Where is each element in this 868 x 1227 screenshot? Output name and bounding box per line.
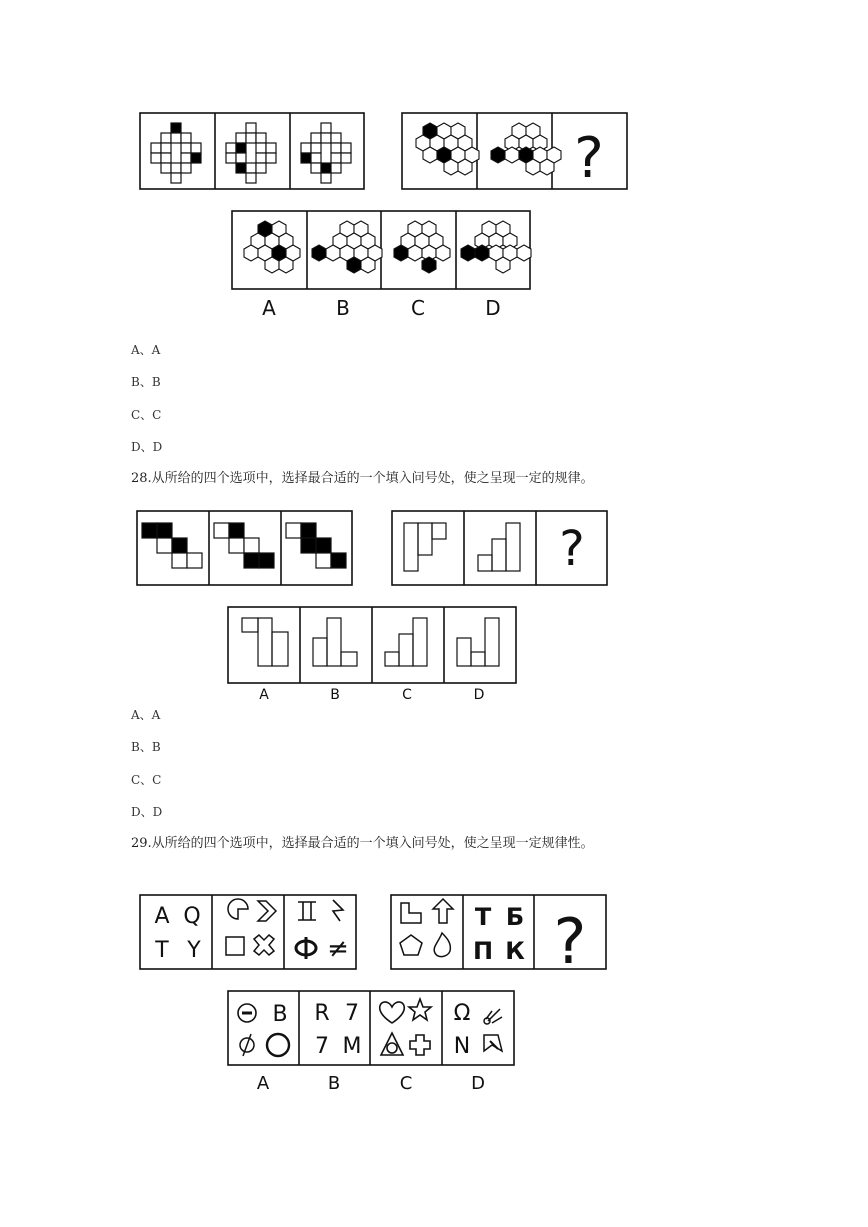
- pentagon-icon: [400, 935, 422, 955]
- q29-cyrillic-panel-5: [473, 903, 525, 965]
- q29-p5-be: Б: [505, 903, 525, 931]
- q29-b-7a: 7: [345, 1001, 359, 1026]
- q28-stairs-panel-1: [142, 523, 202, 568]
- q27-cross-panel-3: [301, 123, 351, 183]
- q27-option-b[interactable]: B、B: [131, 375, 161, 389]
- star-icon: [409, 999, 431, 1020]
- q27-label-b: B: [336, 296, 350, 320]
- q28-question-mark: ?: [559, 521, 585, 577]
- q29-label-a: A: [256, 1073, 270, 1094]
- q29-p5-te: Т: [474, 903, 492, 931]
- ring-icon: [267, 1034, 289, 1056]
- q29-p5-pe: П: [472, 937, 494, 965]
- q29-not-equal: ≠: [327, 934, 349, 964]
- q29-option-d-figure: [454, 1001, 502, 1059]
- q28-option-b[interactable]: B、B: [131, 740, 161, 754]
- q29-p1-y: Y: [187, 938, 201, 963]
- q28-bars-option-c: [385, 618, 427, 666]
- q27-label-c: C: [411, 296, 425, 320]
- q29-b-7b: 7: [315, 1034, 329, 1059]
- q28-option-d[interactable]: D、D: [131, 805, 163, 819]
- q27-figure: [130, 105, 640, 320]
- q29-label-c: C: [399, 1073, 413, 1094]
- l-shape-icon: [401, 903, 421, 923]
- triangle-icon: [381, 1033, 403, 1055]
- q27-label-a: A: [262, 296, 276, 320]
- drop-shape-icon: [434, 933, 450, 957]
- q27-option-c[interactable]: C、C: [131, 408, 162, 422]
- q27-option-a[interactable]: A、A: [131, 343, 161, 357]
- heart-icon: [380, 1002, 405, 1023]
- q28-label-a: A: [259, 687, 269, 703]
- q28-figure: [130, 505, 620, 705]
- x-shape-icon: [254, 935, 274, 955]
- q29-label-b: B: [327, 1073, 341, 1094]
- q29-shapes-panel-4: [400, 899, 453, 957]
- q28-stairs-panel-3: [286, 523, 346, 568]
- q27-hex-panel-2: [491, 123, 561, 175]
- q29-figure: [130, 885, 620, 1100]
- q27-hex-option-a: [244, 221, 300, 273]
- q29-question-mark: ?: [553, 905, 587, 978]
- q28-bars-option-a: [242, 618, 288, 666]
- q27-cross-panel-1: [151, 123, 201, 183]
- q29-b-m: M: [342, 1034, 362, 1059]
- q28-bars-option-d: [457, 618, 499, 666]
- q27-label-d: D: [485, 296, 501, 320]
- q29-p5-ka: К: [505, 937, 525, 965]
- q29-p1-a: A: [154, 904, 170, 929]
- q29-option-c-figure: [380, 999, 431, 1055]
- comet-icon: [486, 1009, 502, 1023]
- q27-hex-panel-1: [416, 123, 479, 175]
- plus-shape-icon: [410, 1035, 430, 1055]
- q28-bars-panel-1: [404, 523, 446, 571]
- q29-p1-t: T: [155, 938, 169, 963]
- q28-label-c: C: [402, 687, 412, 703]
- pie-shape-icon: [228, 899, 248, 919]
- q27-hex-option-b: [312, 221, 382, 273]
- q29-a-b: B: [272, 1002, 288, 1027]
- q28-stairs-panel-2: [214, 523, 274, 568]
- arrow-up-icon: [433, 899, 453, 923]
- square-shape-icon: [226, 937, 244, 955]
- q27-question-mark: ?: [574, 126, 604, 191]
- q29-d-n: N: [453, 1034, 471, 1059]
- q29-label-d: D: [471, 1073, 485, 1094]
- q29-option-a-figure: [238, 1002, 289, 1056]
- q27-cross-panel-2: [226, 123, 276, 183]
- zigzag-shape-icon: [333, 900, 343, 921]
- q29-option-b-figure: [314, 1001, 361, 1059]
- q27-option-d[interactable]: D、D: [131, 440, 163, 454]
- q28-bars-panel-2: [478, 523, 520, 571]
- q29-shapes-panel-2: [226, 899, 276, 955]
- q29-p1-q: Q: [183, 904, 201, 929]
- q28-question-text: 28.从所给的四个选项中，选择最合适的一个填入问号处，使之呈现一定的规律。: [131, 471, 594, 486]
- chevron-shape-icon: [258, 901, 276, 921]
- q28-label-b: B: [330, 687, 340, 703]
- q28-option-a[interactable]: A、A: [131, 708, 161, 722]
- q29-b-r: R: [314, 1001, 330, 1026]
- q27-hex-option-d: [461, 221, 531, 273]
- q29-question-text: 29.从所给的四个选项中，选择最合适的一个填入问号处，使之呈现一定规律性。: [131, 836, 594, 851]
- q29-d-omega: Ω: [453, 1001, 471, 1026]
- q28-option-c[interactable]: C、C: [131, 773, 162, 787]
- q27-hex-option-c: [394, 221, 450, 273]
- q28-label-d: D: [473, 687, 485, 703]
- q29-letters-panel-1: [154, 904, 201, 963]
- q28-bars-option-b: [313, 618, 357, 666]
